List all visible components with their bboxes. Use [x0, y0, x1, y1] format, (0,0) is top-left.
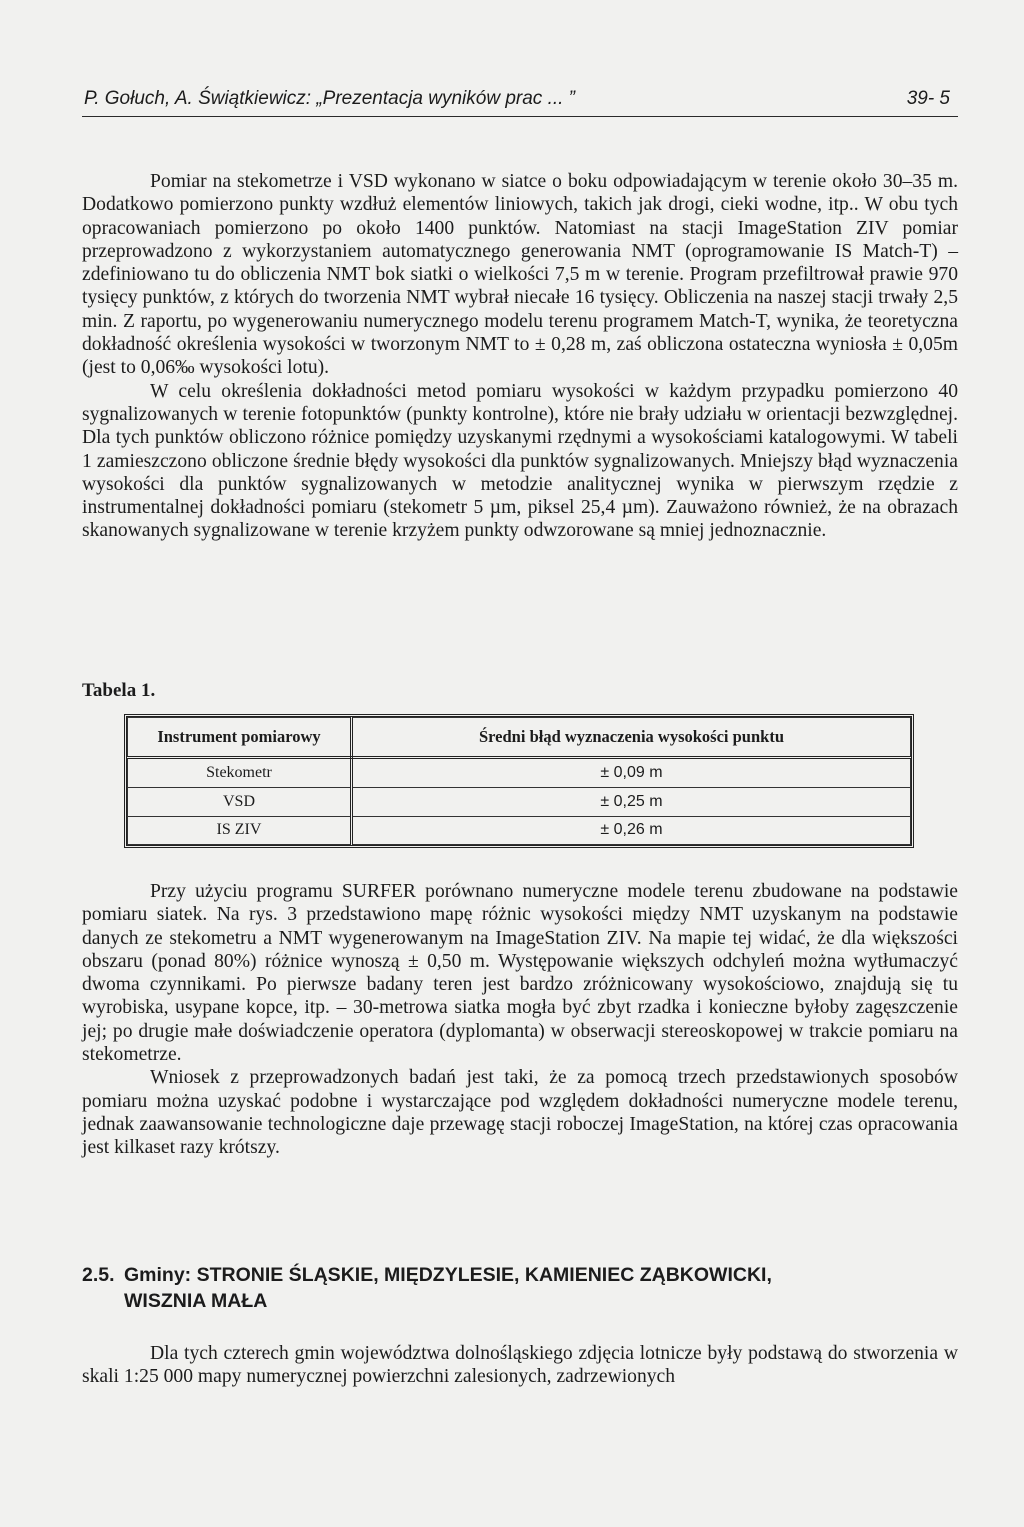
instrument-cell: VSD: [128, 788, 352, 817]
text-block-2: [82, 880, 958, 1160]
table-1: [124, 714, 914, 848]
running-header: [82, 88, 958, 117]
table-row: [128, 816, 911, 845]
section-number: 2.5.: [82, 1264, 115, 1286]
paragraph: Pomiar na stekometrze i VSD wykonano w siatce o boku odpowiadającym w terenie około 30–35 m. Dodatkowo pomierzono punkty wzdłuż elementów liniowych, takich jak drogi, cieki wodne, itp.. W obu tych opracowaniach pomierzono po około 1400 punktów. Natomiast na stacji ImageStation ZIV pomiar przeprowadzono z wykorzystaniem automatycznego generowania NMT (oprogramowanie IS Match-T) – zdefiniowano tu do obliczenia NMT bok siatki o wielkości 7,5 m w terenie. Program przefiltrował prawie 970 tysięcy punktów, z których do tworzenia NMT wybrał niecałe 16 tysięcy. Obliczenia na naszej stacji trwały 2,5 min. Z raportu, po wygenerowaniu numerycznego modelu terenu programem Match-T, wynika, że teoretyczna dokładność określenia wysokości w tworzonym NMT to ± 0,28 m, zaś obliczona ostateczna wyniosła ± 0,05m (jest to 0,06‰ wysokości lotu).: [82, 171, 958, 379]
text-block-3: [82, 1342, 958, 1389]
accuracy-table: [127, 717, 911, 845]
section-heading-line-1: [82, 1262, 958, 1288]
section-title-1: Gminy: STRONIE ŚLĄSKIE, MIĘDZYLESIE, KAMIENIEC ZĄBKOWICKI,: [124, 1264, 772, 1286]
error-cell: ± 0,26 m: [352, 816, 911, 845]
paragraph: Dla tych czterech gmin województwa dolnośląskiego zdjęcia lotnicze były podstawą do stworzenia w skali 1:25 000 mapy numerycznej powierzchni zalesionych, zadrzewionych: [82, 1343, 958, 1388]
paragraph: Przy użyciu programu SURFER porównano numeryczne modele terenu zbudowane na podstawie pomiaru siatek. Na rys. 3 przedstawiono mapę różnic wysokości między NMT uzyskanym na podstawie danych ze stekometru a NMT wygenerowanym na ImageStation ZIV. Na mapie tej widać, że dla większości obszaru (ponad 80%) różnice wynoszą ± 0,50 m. Występowanie większych odchyleń można wytłumaczyć dwoma czynnikami. Po pierwsze badany teren jest bardzo zróżnicowany wysokościowo, znajdują się tu wyrobiska, usypane kopce, itp. – 30-metrowa siatka mogła być zbyt rzadka i konieczne byłoby zagęszczenie jej; po drugie małe doświadczenie operatora (dyplomanta) w obserwacji stereoskopowej w trakcie pomiaru na stekometrze.: [82, 881, 958, 1066]
text-block-1: [82, 170, 958, 543]
error-cell: ± 0,25 m: [352, 788, 911, 817]
table-row: [128, 758, 911, 788]
table-caption: Tabela 1.: [82, 680, 156, 701]
table-row: [128, 788, 911, 817]
paragraph: W celu określenia dokładności metod pomiaru wysokości w każdym przypadku pomierzono 40 sygnalizowanych w terenie fotopunktów (punkty kontrolne), które nie brały udziału w orientacji bezwzględnej. Dla tych punktów obliczono różnice pomiędzy uzyskanymi rzędnymi a wysokościami katalogowymi. W tabeli 1 zamieszczono obliczone średnie błędy wysokości dla punktów sygnalizowanych. Mniejszy błąd wyznaczenia wysokości dla punktów sygnalizowanych w metodzie analitycznej wynika w pierwszym rzędzie z instrumentalnej dokładności pomiaru (stekometr 5 µm, piksel 25,4 µm). Zauważono również, że na obrazach skanowanych sygnalizowane w terenie krzyżem punkty odwzorowane są mniej jednoznacznie.: [82, 380, 958, 542]
instrument-cell: Stekometr: [128, 758, 352, 788]
page-number: 39- 5: [906, 88, 950, 109]
table-header-row: [128, 718, 911, 758]
instrument-cell: IS ZIV: [128, 816, 352, 845]
paragraph: Wniosek z przeprowadzonych badań jest taki, że za pomocą trzech przedstawionych sposobów pomiaru można uzyskać podobne i wystarczające pod względem dokładności numeryczne modele terenu, jednak zaawansowanie technologiczne daje przewagę stacji roboczej ImageStation, na której czas opracowania jest kilkaset razy krótszy.: [82, 1067, 958, 1159]
column-header: Instrument pomiarowy: [128, 718, 352, 758]
section-title-2: WISZNIA MAŁA: [124, 1290, 268, 1312]
error-cell: ± 0,09 m: [352, 758, 911, 788]
header-citation: P. Gołuch, A. Świątkiewicz: „Prezentacja wyników prac ... ”: [84, 88, 576, 109]
column-header: Średni błąd wyznaczenia wysokości punktu: [352, 718, 911, 758]
section-heading: [82, 1262, 958, 1314]
